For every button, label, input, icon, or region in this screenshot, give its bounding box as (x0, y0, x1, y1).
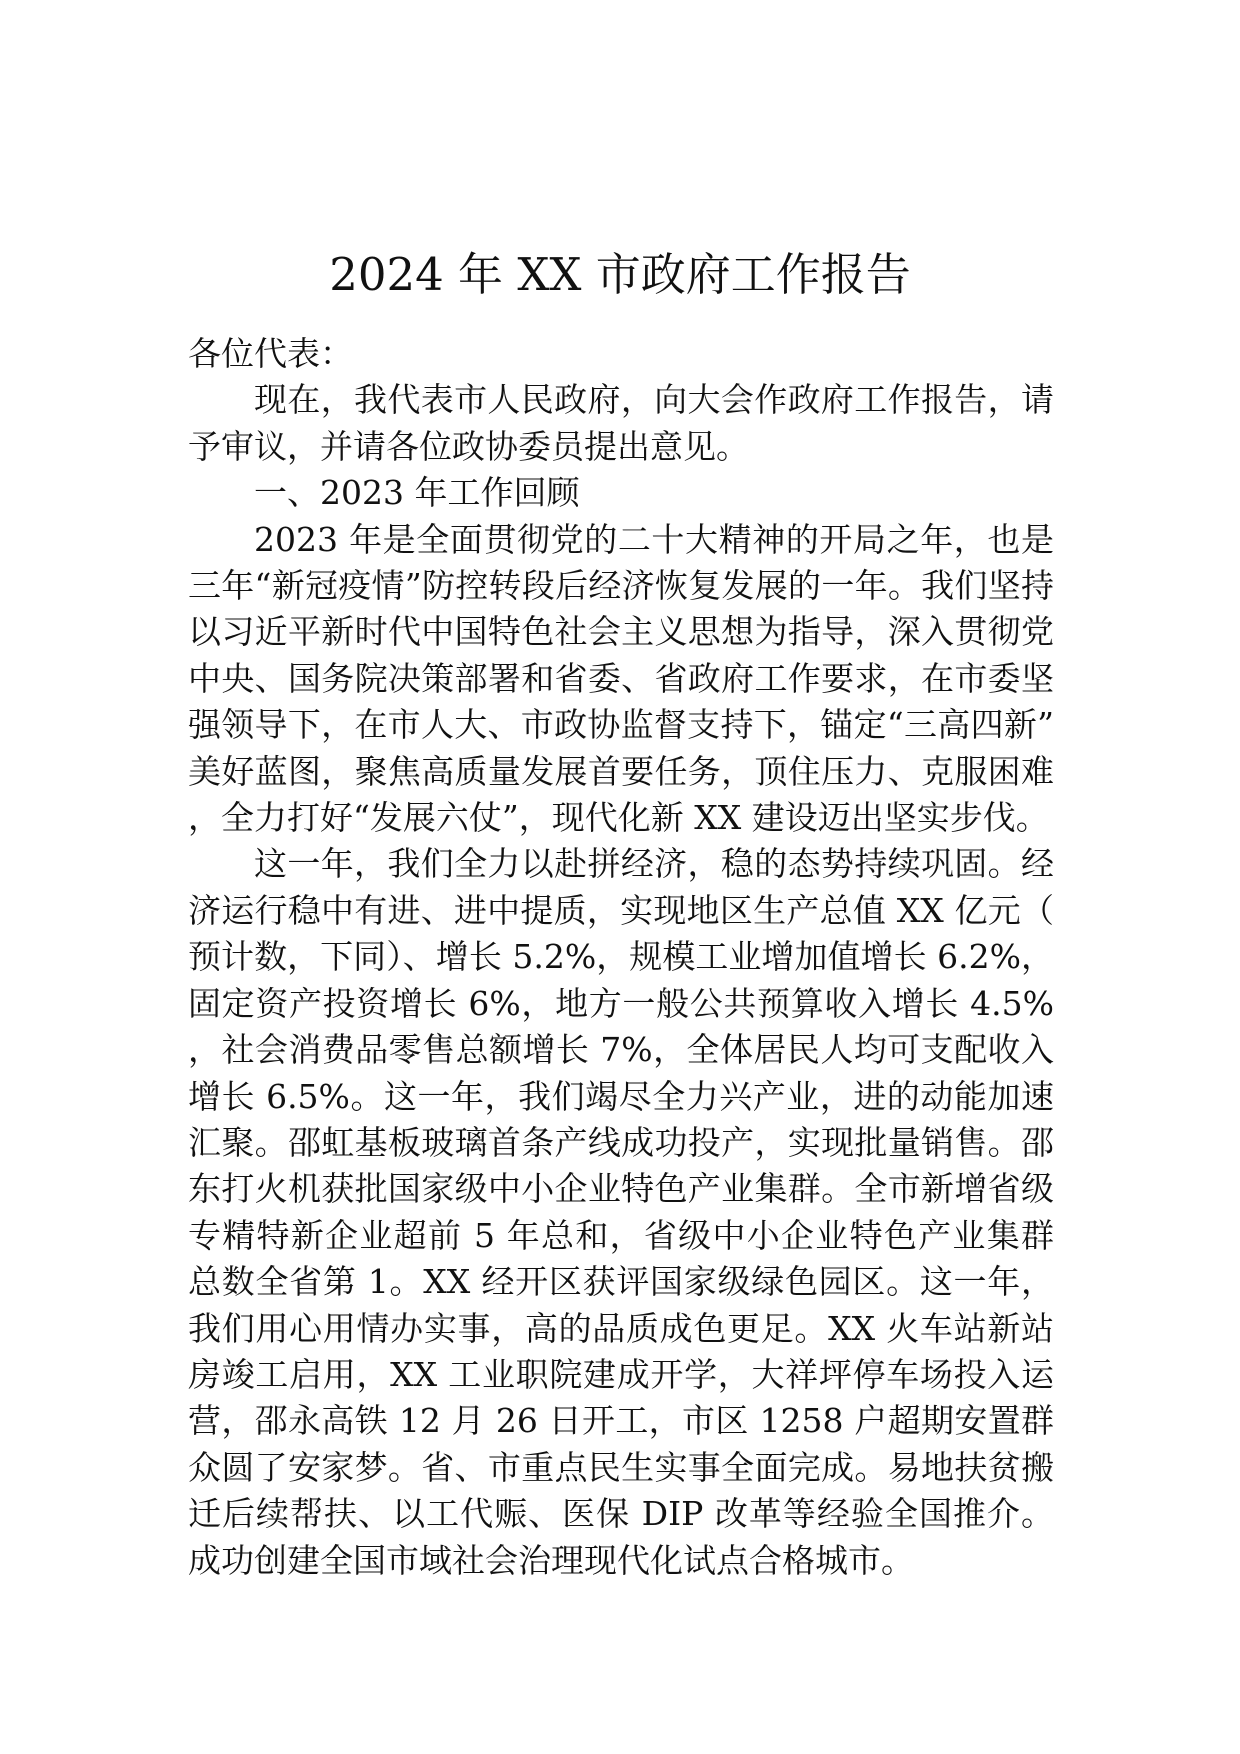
document-title: 2024 年 XX 市政府工作报告 (329, 248, 911, 302)
document-body (188, 331, 1054, 1584)
body-paragraph: 2023 年是全面贯彻党的二十大精神的开局之年，也是三年“新冠疫情”防控转段后经济恢复发展的一年。我们坚持以习近平新时代中国特色社会主义思想为指导，深入贯彻党中央、国务院决策部署和省委、省政府工作要求，在市委坚强领导下，在市人大、市政协监督支持下，锚定“三高四新”美好蓝图，聚焦高质量发展首要任务，顶住压力、克服困难，全力打好“发展六仗”，现代化新 XX 建设迈出坚实步伐。 (188, 519, 1054, 838)
body-paragraph: 这一年，我们全力以赴拼经济，稳的态势持续巩固。经济运行稳中有进、进中提质，实现地区生产总值 XX 亿元（预计数，下同）、增长 5.2%，规模工业增加值增长 6.2%，固定资产投资增长 6%，地方一般公共预算收入增长 4.5%，社会消费品零售总额增长 7%，全体居民人均可支配收入增长 6.5%。这一年，我们竭尽全力兴产业，进的动能加速汇聚。邵虹基板玻璃首条产线成功投产，实现批量销售。邵东打火机获批国家级中小企业特色产业集群。全市新增省级专精特新企业超前 5 年总和，省级中小企业特色产业集群总数全省第 1。XX 经开区获评国家级绿色园区。这一年，我们用心用情办实事，高的品质成色更足。XX 火车站新站房竣工启用，XX 工业职院建成开学，大祥坪停车场投入运营，邵永高铁 12 月 26 日开工，市区 1258 户超期安置群众圆了安家梦。省、市重点民生实事全面完成。易地扶贫搬迁后续帮扶、以工代赈、医保 DIP 改革等经验全国推介。成功创建全国市域社会治理现代化试点合格城市。 (188, 844, 1054, 1580)
section-heading: 一、2023 年工作回顾 (254, 473, 580, 513)
opening-paragraph: 现在，我代表市人民政府，向大会作政府工作报告，请予审议，并请各位政协委员提出意见。 (188, 380, 1054, 466)
salutation: 各位代表： (188, 334, 353, 373)
